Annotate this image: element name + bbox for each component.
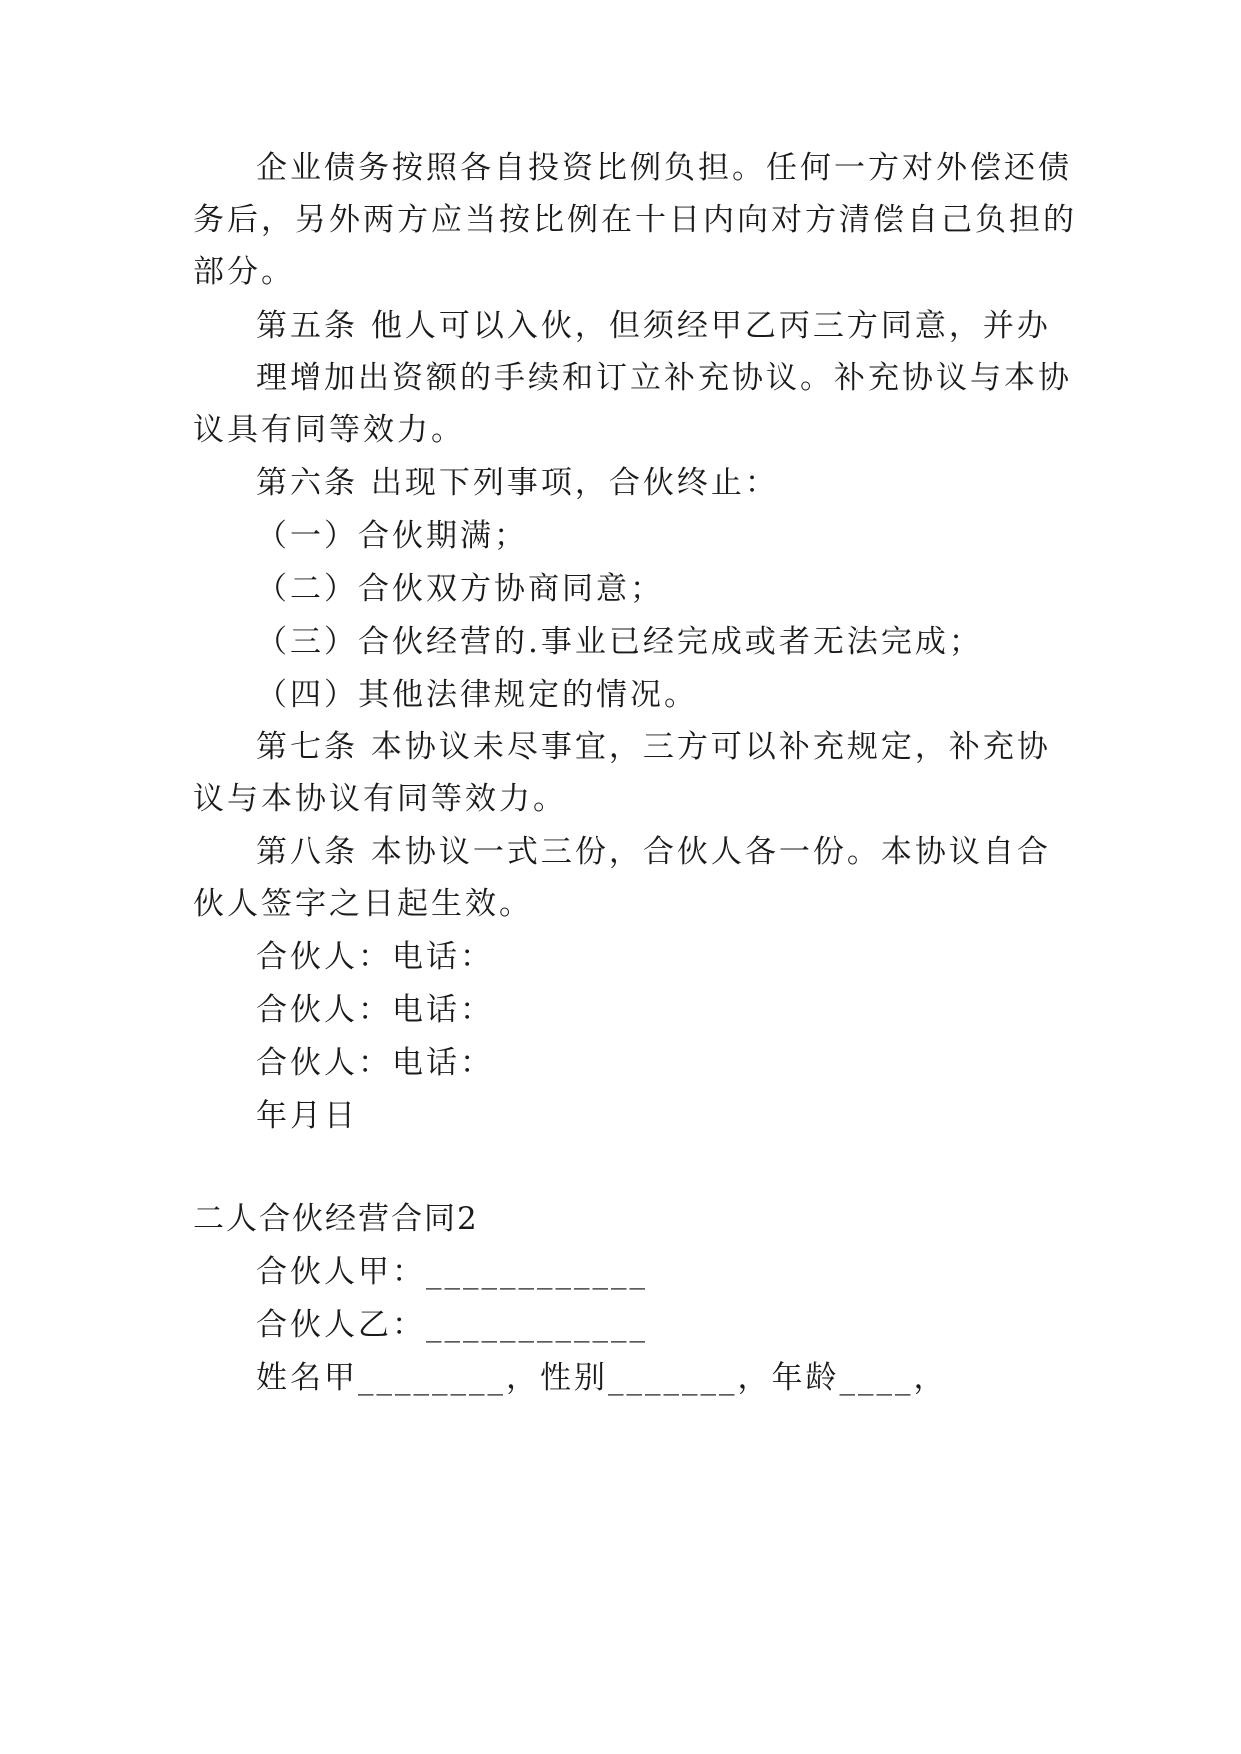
signature-line: 合伙人：电话： — [256, 939, 494, 975]
article-8-line: 第八条 本协议一式三份，合伙人各一份。本协议自合 — [256, 834, 1051, 870]
paragraph-line: 企业债务按照各自投资比例负担。任何一方对外偿还债 — [256, 150, 1072, 186]
article-7-line: 第七条 本协议未尽事宜，三方可以补充规定，补充协 — [256, 729, 1051, 765]
partner-b-field: 合伙人乙：____________ — [256, 1307, 648, 1343]
partner-a-field: 合伙人甲：____________ — [256, 1254, 648, 1290]
paragraph-line: 议具有同等效力。 — [193, 412, 465, 448]
paragraph-line: 伙人签字之日起生效。 — [193, 886, 533, 922]
paragraph-line: 部分。 — [193, 254, 295, 290]
section-title: 二人合伙经营合同2 — [193, 1201, 479, 1237]
paragraph-line: 议与本协议有同等效力。 — [193, 781, 567, 817]
date-line: 年月日 — [256, 1098, 358, 1134]
signature-line: 合伙人：电话： — [256, 992, 494, 1028]
list-item: （一）合伙期满； — [256, 518, 528, 554]
paragraph-line: 理增加出资额的手续和订立补充协议。补充协议与本协 — [256, 360, 1072, 396]
list-item: （四）其他法律规定的情况。 — [256, 677, 698, 713]
list-item: （三）合伙经营的.事业已经完成或者无法完成； — [256, 624, 983, 660]
paragraph-line: 务后，另外两方应当按比例在十日内向对方清偿自己负担的 — [193, 202, 1077, 238]
article-6-line: 第六条 出现下列事项，合伙终止： — [256, 465, 779, 501]
article-5-line: 第五条 他人可以入伙，但须经甲乙丙三方同意，并办 — [256, 308, 1051, 344]
partner-info-line: 姓名甲________，性别_______，年龄____， — [256, 1360, 948, 1396]
list-item: （二）合伙双方协商同意； — [256, 571, 664, 607]
signature-line: 合伙人：电话： — [256, 1045, 494, 1081]
